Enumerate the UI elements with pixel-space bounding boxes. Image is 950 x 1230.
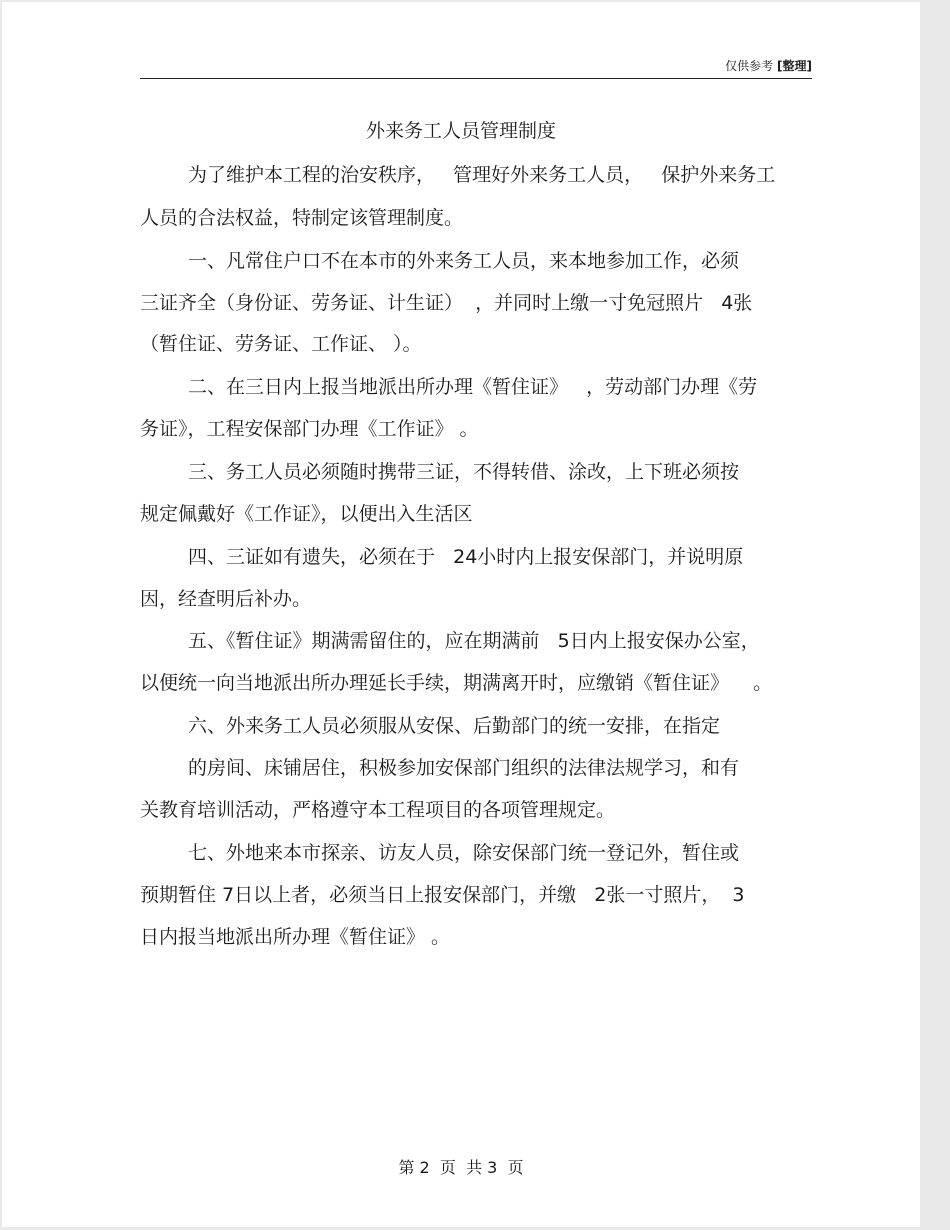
paragraph-line: 以便统一向当地派出所办理延长手续，期满离开时，应缴销《暂住证》 。 [140,672,773,694]
paragraph-line: 一、凡常住户口不在本市的外来务工人员，来本地参加工作，必须 [188,250,740,272]
paragraph-line: 三、务工人员必须随时携带三证，不得转借、涂改，上下班必须按 [188,461,740,483]
page-number-footer: 第 2 页 共 3 页 [398,1158,524,1177]
paragraph-line: 关教育培训活动，严格遵守本工程项目的各项管理规定。 [140,799,616,821]
document-title: 外来务工人员管理制度 [365,120,556,142]
paragraph-line: 日内报当地派出所办理《暂住证》 。 [140,926,451,948]
paragraph-line: 五、《暂住证》期满需留住的，应在期满前 5日内上报安保办公室， [188,630,760,652]
document-page [2,2,920,1227]
paragraph-line: 七、外地来本市探亲、访友人员，除安保部门统一登记外，暂住或 [188,842,740,864]
paragraph-line: 的房间、床铺居住，积极参加安保部门组织的法律法规学习，和有 [188,757,740,779]
paragraph-line: 务证》，工程安保部门办理《工作证》 。 [140,418,479,440]
paragraph-line: 四、三证如有遗失，必须在于 24小时内上报安保部门，并说明原 [188,546,744,568]
header-note: 仅供参考 [725,59,774,73]
paragraph-line: 三证齐全（身份证、劳务证、计生证） ，并同时上缴一寸免冠照片 4张 [140,292,753,314]
paragraph-line: 六、外来务工人员必须服从安保、后勤部门的统一安排，在指定 [188,715,721,737]
paragraph-line: （暂住证、劳务证、工作证、 ）。 [140,333,422,355]
paragraph-line: 规定佩戴好《工作证》，以便出入生活区 [140,503,473,525]
page-header [140,56,812,79]
paragraph-line: 人员的合法权益，特制定该管理制度。 [140,207,464,229]
header-tag: [整理] [777,59,812,73]
paragraph-line: 预期暂住 7日以上者，必须当日上报安保部门，并缴 2张一寸照片， 3 [140,884,745,906]
paragraph-line: 因，经查明后补办。 [140,588,312,610]
paragraph-line: 为了维护本工程的治安秩序， 管理好外来务工人员， 保护外来务工 [188,164,776,186]
paragraph-line: 二、在三日内上报当地派出所办理《暂住证》 ，劳动部门办理《劳 [188,376,758,398]
